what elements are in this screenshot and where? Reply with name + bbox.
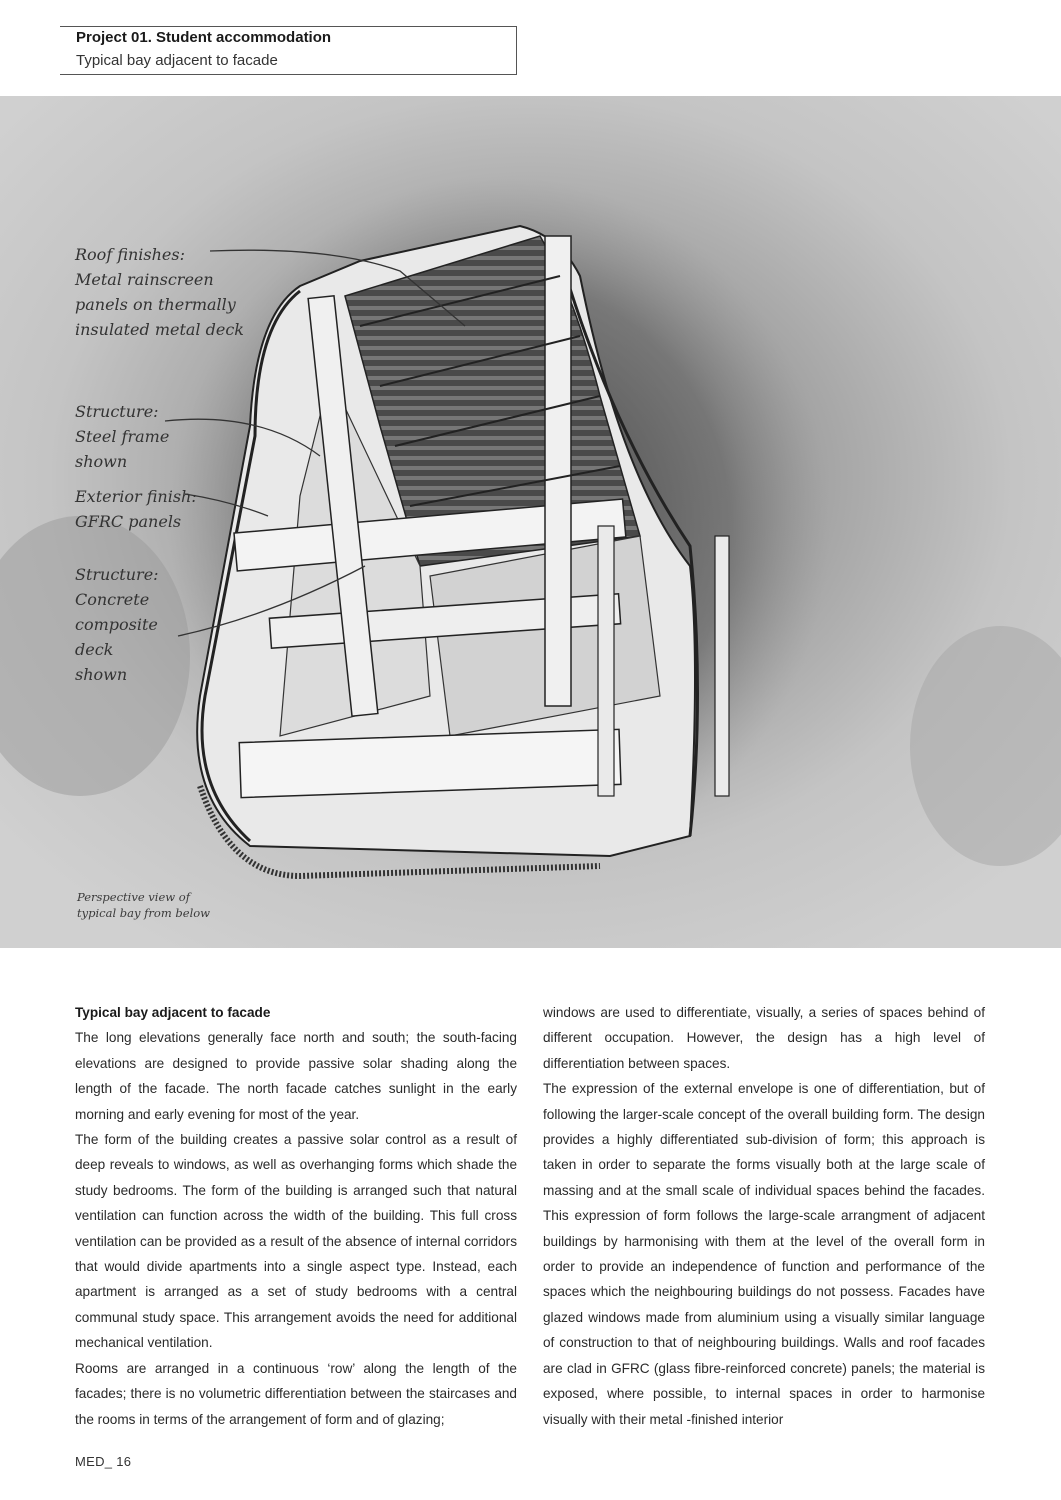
figure-caption: Perspective view of typical bay from below [77, 890, 211, 920]
section-heading: Typical bay adjacent to facade [75, 1005, 271, 1020]
paragraph: Rooms are arranged in a continuous ‘row’ along the length of the facades; there is no volumetric differentiation between the staircases and the rooms in terms of the arrangement of form and of glazing; [75, 1360, 517, 1427]
page-number: MED_ 16 [75, 1454, 132, 1469]
paragraph: The long elevations generally face north and south; the south-facing elevations are designed to provide passive solar shading along the length of the facade. The north facade catches sunlight in the early morning and early evening for most of the year. [75, 1030, 517, 1122]
text-column-left [75, 1000, 517, 1432]
project-subtitle: Typical bay adjacent to facade [76, 52, 278, 69]
annotation-steel-frame: Structure: Steel frame shown [75, 402, 170, 471]
annotation-concrete-deck: Structure: Concrete composite deck shown [75, 565, 159, 684]
paragraph: windows are used to differentiate, visually, a series of spaces behind of different occupation. However, the design has a high level of differentiation between spaces. [543, 1005, 985, 1071]
paragraph: The form of the building creates a passive solar control as a result of deep reveals to windows, as well as overhanging forms which shade the study bedrooms. The form of the building is arranged such that natural ventilation can function across the width of the building. This full cross ventilation can be provided as a result of the absence of internal corridors that would divide apartments into a single aspect type. Instead, each apartment is arranged as a set of study bedrooms with a central communal study space. This arrangement avoids the need for additional mechanical ventilation. [75, 1132, 517, 1351]
text-column-right [543, 1000, 985, 1432]
annotation-exterior-finish: Exterior finish: GFRC panels [75, 487, 197, 531]
perspective-drawing [0, 96, 1061, 948]
paragraph: The expression of the external envelope is one of differentiation, but of following the larger-scale concept of the overall building form. The design provides a highly differentiated sub-division of form; this approach is taken in order to separate the forms visually both at the large scale of massing and at the small scale of individual spaces behind the facades. This expression of form follows the large-scale arrangment of adjacent buildings by harmonising with them at the level of the overall form in order to provide an independence of function and performance of the spaces which the neighbouring buildings do not possess. Facades have glazed windows made from aluminium using a visually similar language of construction to that of neighbouring buildings. Walls and roof facades are clad in GFRC (glass fibre-reinforced concrete) panels; the material is exposed, where possible, to internal spaces in order to harmonise visually with their metal -finished interior [543, 1081, 985, 1427]
project-title: Project 01. Student accommodation [76, 29, 332, 46]
annotation-roof-finishes: Roof finishes: Metal rainscreen panels on thermally insulated metal deck [75, 245, 244, 339]
